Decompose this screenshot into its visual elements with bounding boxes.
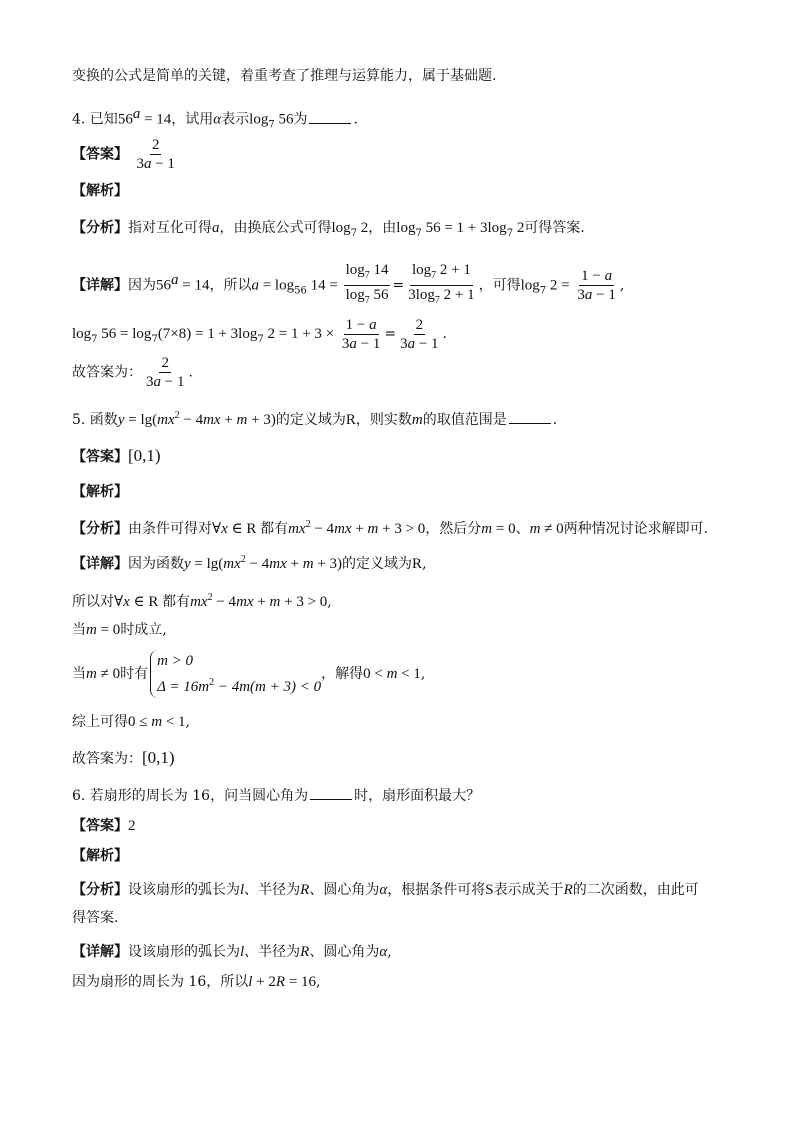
q4-xiangjie: 【详解】因为$56^a = 14$，所以$a = \log_{56} 14$ = $\frac{\log_7 14}{\log_7 56}$ = $\frac{\log_7 2 + 1}{3\log_7 2 + 1}$ ，可得$\log_7 2$ = $\frac{1 - a}{3a - 1}$ , xyxy=(72,260,754,311)
q5-line: 所以对∀x ∈ R 都有$mx^2 - 4mx + m + 3 > 0$, xyxy=(72,592,332,610)
text: 时成立, xyxy=(120,622,167,638)
text: 的定义域为 xyxy=(275,412,346,428)
text: 得答案. xyxy=(72,910,119,926)
q5-jiexi xyxy=(72,482,754,502)
answer-value: [0,1) xyxy=(142,748,175,767)
text: 、半径为 xyxy=(244,882,301,898)
q4-stem: 4. 已知 xyxy=(72,111,118,128)
fraction: $\frac{\log_7 14}{\log_7 56}$ xyxy=(345,262,389,307)
text: 设该扇形的弧长为 xyxy=(128,882,240,898)
text: ，解得 xyxy=(321,666,364,682)
question-5: 5. 函数$y = \lg(mx^2 - 4mx + m + 3)$的定义域为R，则实数m的取值范围是 . xyxy=(72,410,558,428)
fraction: $\frac{2}{3a - 1}$ xyxy=(146,355,185,390)
answer-blank xyxy=(310,787,352,800)
answer-tag: 【答案】 xyxy=(72,146,128,163)
text: 指对互化可得 xyxy=(128,220,212,236)
text: ，则实数 xyxy=(355,412,412,428)
detail-tag: 【详解】 xyxy=(72,277,128,294)
fenxi-tag: 【分析】 xyxy=(72,882,128,898)
q5-answer xyxy=(72,446,754,467)
text: ，根据条件可将 xyxy=(387,882,486,898)
text: 表示成关于 xyxy=(493,882,564,898)
q6-line: 因为扇形的周长为 16，所以l + 2R = 16, xyxy=(72,974,321,990)
answer-blank xyxy=(309,111,351,124)
q5-fenxi: 【分析】由条件可得对∀x ∈ R 都有$mx^2 - 4mx + m + 3 > 0$，然后分m = 0、m ≠ 0两种情况讨论求解即可. xyxy=(72,519,709,537)
analysis-tag: 【解析】 xyxy=(72,484,128,500)
text: 因为扇形的周长为 16，所以 xyxy=(72,974,249,990)
fraction: $\frac{2}{3a - 1}$ xyxy=(136,137,175,172)
q4-answer xyxy=(72,136,754,173)
paragraph-text: 变换的公式是简单的关键，着重考查了推理与运算能力，属于基础题. xyxy=(72,68,497,84)
analysis-tag: 【解析】 xyxy=(72,848,128,864)
detail-tag: 【详解】 xyxy=(72,944,128,960)
question-4: 4. 已知$56^a = 14$，试用α表示$\log_7 56$为 . xyxy=(72,106,358,131)
text: 综上可得 xyxy=(72,714,128,730)
q4-derivation: $\log_7 56 = \log_7(7\times 8) = 1 + 3\log_7$ 2 = 1 + 3 × $\frac{1 - a}{3a - 1}$ = $\frac{2}{3a - 1}$ . xyxy=(72,316,447,352)
text: 所以对 xyxy=(72,594,114,610)
answer-tag: 【答案】 xyxy=(72,449,128,465)
q6-jiexi xyxy=(72,846,754,866)
answer-tag: 【答案】 xyxy=(72,818,128,834)
q6-stem: 6. 若扇形的周长为 16，问当圆心角为 xyxy=(72,788,309,804)
text: 由条件可得对 xyxy=(128,521,212,537)
q4-jiexi xyxy=(72,181,754,201)
detail-tag: 【详解】 xyxy=(72,556,128,572)
text: 、 xyxy=(515,521,530,537)
q4-fenxi: 【分析】指对互化可得a，由换底公式可得$\log_7 2$，由$\log_7 56 = 1 + 3\log_7$ 2可得答案. xyxy=(72,220,585,239)
text: 可得答案. xyxy=(524,220,585,236)
text: 、圆心角为 xyxy=(309,882,380,898)
text: 、圆心角为 xyxy=(309,944,380,960)
text: 都有 xyxy=(260,521,289,537)
q5-line: 当m ≠ 0时有 m > 0 $\Delta = 16m^2 - 4m(m + 3) < 0$ ，解得0 < m < 1, xyxy=(72,650,754,698)
text: ，所以 xyxy=(209,277,252,294)
q6-fenxi: 【分析】设该扇形的弧长为l、半径为R、圆心角为α，根据条件可将S表示成关于R的二次函数，由此可 xyxy=(72,882,699,898)
text-line xyxy=(72,66,754,86)
q4-text: ，试用 xyxy=(171,111,214,128)
q5-final xyxy=(72,748,754,769)
text: 都有 xyxy=(162,594,191,610)
q4-text: 表示 xyxy=(221,111,250,128)
text: ，由 xyxy=(368,220,397,236)
fraction: $\frac{\log_7 2 + 1}{3\log_7 2 + 1}$ xyxy=(408,262,475,307)
analysis-tag: 【解析】 xyxy=(72,183,128,199)
text: 的定义域为 xyxy=(342,556,413,572)
q5-line: 当m = 0时成立, xyxy=(72,622,167,638)
text: 设该扇形的弧长为 xyxy=(128,944,240,960)
answer-value: 2 xyxy=(128,818,136,834)
text: 当 xyxy=(72,666,86,682)
answer-blank xyxy=(509,411,551,424)
q6-xiangjie: 【详解】设该扇形的弧长为l、半径为R、圆心角为α, xyxy=(72,944,392,960)
text: ，由换底公式可得 xyxy=(219,220,332,236)
fenxi-tag: 【分析】 xyxy=(72,220,128,236)
fraction: $\frac{2}{3a - 1}$ xyxy=(400,316,439,352)
text: 、半径为 xyxy=(244,944,301,960)
text: 因为函数 xyxy=(128,556,184,572)
fenxi-tag: 【分析】 xyxy=(72,521,128,537)
text: 时，扇形面积最大？ xyxy=(354,788,481,804)
q4-final: 故答案为： $\frac{2}{3a - 1}$ . xyxy=(72,355,193,390)
q5-stem: 5. 函数 xyxy=(72,412,118,428)
text: 故答案为： xyxy=(72,364,142,381)
text: 当 xyxy=(72,622,86,638)
text: 的二次函数，由此可 xyxy=(572,882,699,898)
q5-xiangjie: 【详解】因为函数$y = \lg(mx^2 - 4mx + m + 3)$的定义域为R, xyxy=(72,554,427,572)
text: 的取值范围是 xyxy=(422,412,507,428)
text: ，可得 xyxy=(478,277,521,294)
equation-system: m > 0 $\Delta = 16m^2 - 4m(m + 3) < 0$ xyxy=(150,650,321,698)
text: 时有 xyxy=(120,666,149,682)
q6-line xyxy=(72,908,754,928)
fraction: $\frac{1 - a}{3a - 1}$ xyxy=(341,316,381,352)
q5-line: 综上可得0 ≤ m < 1, xyxy=(72,714,190,730)
q4-text: 为 xyxy=(293,111,308,128)
text: 故答案为： xyxy=(72,751,142,767)
answer-value: [0,1) xyxy=(128,446,161,465)
question-6 xyxy=(72,786,754,806)
text: 因为 xyxy=(128,277,156,294)
q6-answer xyxy=(72,816,754,836)
text: ，然后分 xyxy=(425,521,482,537)
text: 两种情况讨论求解即可. xyxy=(563,521,709,537)
fraction: $\frac{1 - a}{3a - 1}$ xyxy=(577,268,616,304)
